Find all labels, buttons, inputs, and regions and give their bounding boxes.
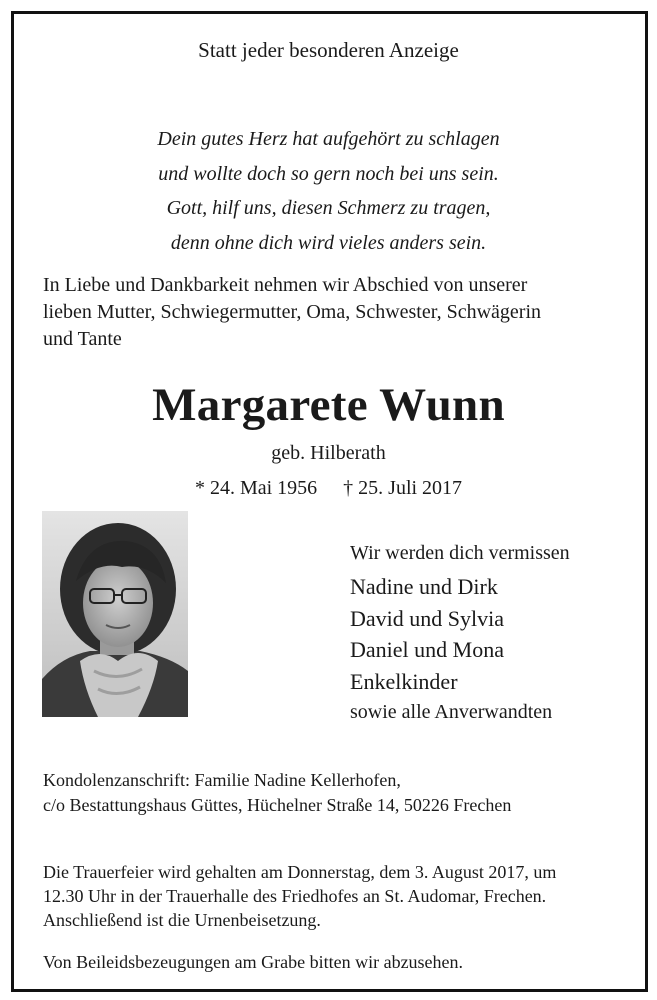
intro-line: In Liebe und Dankbarkeit nehmen wir Abschied von unserer (43, 274, 528, 296)
mourner-family: Daniel und Mona (350, 637, 504, 662)
ceremony-line: Anschließend ist die Urnenbeisetzung. (43, 910, 321, 930)
ceremony-line: 12.30 Uhr in der Trauerhalle des Friedhofes an St. Audomar, Frechen. (43, 886, 547, 906)
mourners-list (350, 540, 570, 727)
mourner-family: David und Sylvia (350, 605, 504, 631)
portrait-photo (42, 511, 188, 717)
poem-line: und wollte doch so gern noch bei uns sein. (158, 162, 499, 185)
portrait-image (42, 511, 188, 717)
poem-line: Dein gutes Herz hat aufgehört zu schlagen (157, 128, 500, 150)
poem-line: Gott, hilf uns, diesen Schmerz zu tragen, (166, 197, 491, 219)
life-dates (0, 477, 657, 500)
birth-date: * 24. Mai 1956 (194, 477, 318, 499)
notice-header: Statt jeder besonderen Anzeige (198, 38, 459, 62)
poem (0, 122, 657, 260)
condolence-address (43, 768, 511, 818)
mourners-lead: Wir werden dich vermissen (350, 542, 570, 564)
closing-note: Von Beileidsbezeugungen am Grabe bitten wir abzusehen. (43, 952, 464, 972)
poem-line: denn ohne dich wird vieles anders sein. (170, 231, 487, 254)
mourner-family: Enkelkinder (350, 668, 458, 694)
birth-name: geb. Hilberath (271, 442, 386, 464)
condolence-line: c/o Bestattungshaus Güttes, Hüchelner Straße 14, 50226 Frechen (43, 795, 512, 815)
ceremony-line: Die Trauerfeier wird gehalten am Donnerstag, dem 3. August 2017, um (43, 862, 557, 882)
intro-text (43, 272, 623, 353)
intro-line: lieben Mutter, Schwiegermutter, Oma, Schwester, Schwägerin (43, 301, 542, 323)
deceased-name: Margarete Wunn (152, 379, 505, 431)
mourner-relatives: sowie alle Anverwandten (350, 701, 553, 723)
mourner-family: Nadine und Dirk (350, 574, 498, 599)
intro-line: und Tante (43, 328, 122, 350)
death-date: † 25. Juli 2017 (343, 477, 463, 499)
condolence-line: Kondolenzanschrift: Familie Nadine Kellerhofen, (43, 770, 401, 790)
ceremony-info (43, 860, 556, 932)
